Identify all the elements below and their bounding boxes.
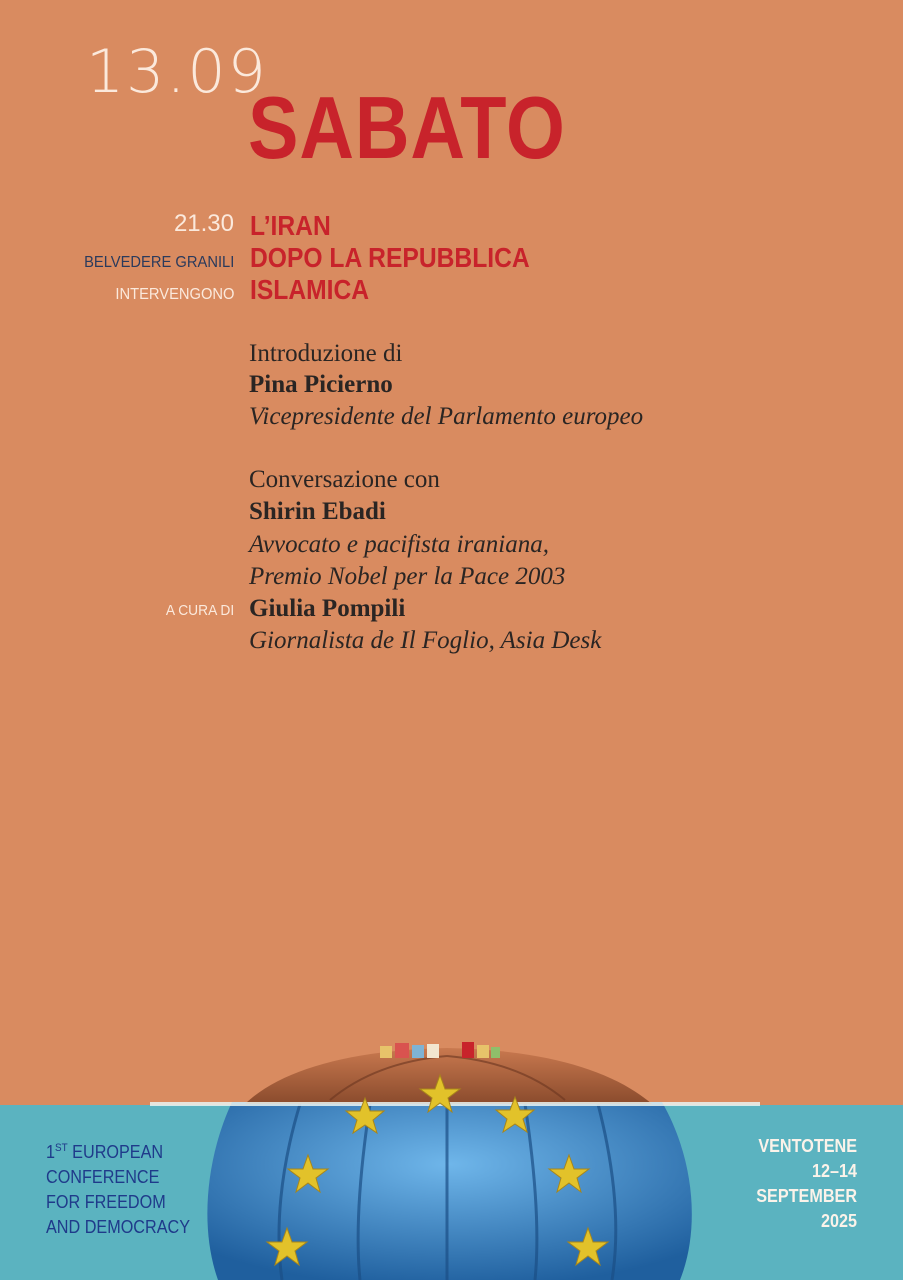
event-title-line-1: L’IRAN [250,210,331,241]
curator-role: Giornalista de Il Foglio, Asia Desk [249,627,602,654]
intro-label: Introduzione di [249,340,403,367]
conference-month: SEPTEMBER [756,1186,857,1206]
event-title-line-3: ISLAMICA [250,274,370,305]
curator-label: A CURA DI [165,602,234,619]
conversation-speaker-role-1: Avvocato e pacifista iraniana, [249,531,549,558]
event-title-line-2: DOPO LA REPUBBLICA [250,242,530,273]
conference-line-3: FOR FREEDOM [46,1192,166,1212]
event-time: 21.30 [173,210,234,237]
conference-dates: 12–14 [811,1161,857,1181]
intro-speaker-name: Pina Picierno [249,371,393,398]
event-day: SABATO [248,78,566,177]
intro-speaker-role: Vicepresidente del Parlamento europeo [249,403,644,430]
curator-name: Giulia Pompili [249,595,406,622]
conversation-speaker-name: Shirin Ebadi [249,498,386,525]
event-location: BELVEDERE GRANILI [83,254,234,271]
conference-place: VENTOTENE [758,1136,857,1156]
conference-title [46,1136,190,1240]
conference-line-4: AND DEMOCRACY [46,1217,191,1237]
conversation-label: Conversazione con [249,466,440,493]
conference-line-1: 1ST EUROPEAN [46,1142,164,1162]
conference-year: 2025 [820,1211,857,1231]
speakers-label: INTERVENGONO [114,286,234,303]
event-date: 13.09 [86,37,268,107]
conference-line-2: CONFERENCE [46,1167,160,1187]
conversation-speaker-role-2: Premio Nobel per la Pace 2003 [249,563,566,590]
conference-place-dates [756,1134,857,1234]
